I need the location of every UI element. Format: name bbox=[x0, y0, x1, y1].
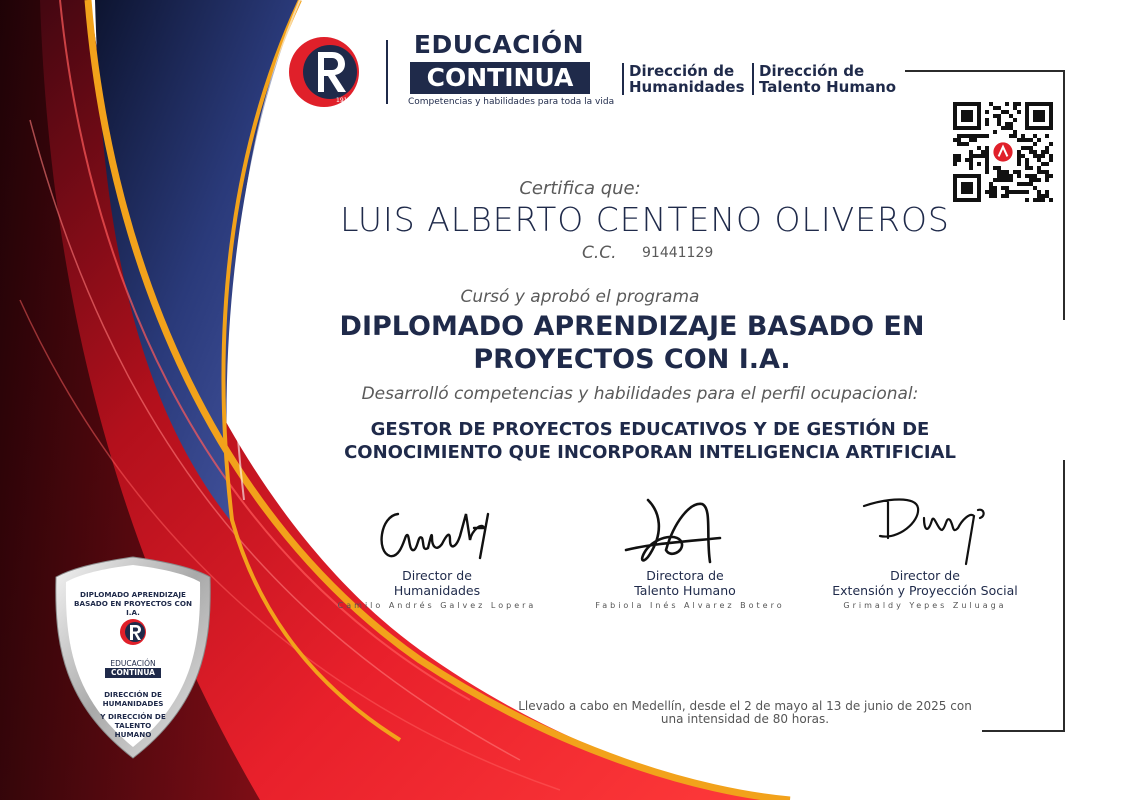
profile-line: CONOCIMIENTO QUE INCORPORAN INTELIGENCIA ARTIFICIAL bbox=[344, 442, 956, 463]
frame-bottom-line bbox=[982, 730, 1065, 732]
signature-2-icon bbox=[620, 492, 730, 577]
dir-line: Dirección de bbox=[629, 62, 735, 80]
badge-text bbox=[70, 590, 196, 739]
signature-1-icon bbox=[370, 500, 505, 570]
dir-line: Dirección de bbox=[759, 62, 865, 80]
frame-right-line-bottom bbox=[1063, 460, 1065, 732]
frame-right-line-top bbox=[1063, 70, 1065, 320]
badge-line: BASADO EN PROYECTOS CON I.A. bbox=[74, 599, 192, 617]
header-divider bbox=[386, 40, 388, 104]
role-line: Directora de bbox=[646, 568, 724, 583]
role-line: Extensión y Proyección Social bbox=[832, 583, 1018, 598]
program-title-line: DIPLOMADO APRENDIZAJE BASADO EN bbox=[339, 311, 925, 342]
qr-code-icon[interactable] bbox=[953, 102, 1053, 202]
signature-3-name: Grimaldy Yepes Zuluaga bbox=[843, 601, 1007, 610]
footer-note bbox=[510, 700, 980, 726]
signature-2-role bbox=[565, 568, 805, 598]
university-logo-icon bbox=[288, 36, 360, 108]
footer-line: una intensidad de 80 horas. bbox=[660, 712, 830, 726]
program-title-line: PROYECTOS CON I.A. bbox=[473, 344, 791, 375]
course-label: Cursó y aprobó el programa bbox=[460, 287, 700, 307]
signature-3-icon bbox=[858, 490, 998, 570]
skills-label: Desarrolló competencias y habilidades para el perfil ocupacional: bbox=[361, 384, 919, 404]
footer-line: Llevado a cabo en Medellín, desde el 2 de mayo al 13 de junio de 2025 con bbox=[518, 699, 972, 713]
program-title bbox=[262, 310, 1002, 376]
badge-brand-box: CONTINUA bbox=[105, 668, 161, 678]
signature-1-role bbox=[317, 568, 557, 598]
profile-line: GESTOR DE PROYECTOS EDUCATIVOS Y DE GESTIÓN DE bbox=[370, 419, 930, 440]
badge-line: HUMANIDADES bbox=[102, 699, 164, 708]
role-line: Talento Humano bbox=[634, 583, 736, 598]
role-line: Humanidades bbox=[393, 583, 481, 598]
header-direction-talento bbox=[752, 63, 896, 95]
role-line: Director de bbox=[402, 568, 472, 583]
badge-line: HUMANO bbox=[114, 730, 152, 739]
id-label: C.C. bbox=[582, 243, 617, 263]
signature-1-name: Camilo Andrés Galvez Lopera bbox=[337, 601, 537, 610]
brand-box: CONTINUA bbox=[410, 62, 590, 94]
id-number: 91441129 bbox=[642, 245, 714, 261]
badge-line: DIRECCIÓN DE bbox=[104, 690, 162, 699]
header-direction-humanidades bbox=[622, 63, 745, 95]
frame-top-line bbox=[905, 70, 1065, 72]
brand-title: EDUCACIÓN bbox=[413, 30, 585, 59]
badge-line: Y DIRECCIÓN DE bbox=[100, 712, 166, 721]
recipient-name: LUIS ALBERTO CENTENO OLIVEROS bbox=[340, 200, 950, 239]
signature-3-role bbox=[805, 568, 1045, 598]
badge-line: TALENTO bbox=[114, 721, 152, 730]
dir-line: Humanidades bbox=[629, 78, 745, 96]
role-line: Director de bbox=[890, 568, 960, 583]
dir-line: Talento Humano bbox=[759, 78, 897, 96]
signature-2-name: Fabiola Inés Alvarez Botero bbox=[595, 601, 785, 610]
occupational-profile bbox=[260, 418, 1040, 464]
brand-tagline: Competencias y habilidades para toda la vida bbox=[408, 97, 615, 107]
logo-year: 1915 bbox=[336, 97, 352, 104]
badge-line: DIPLOMADO APRENDIZAJE bbox=[80, 590, 186, 599]
certifies-label: Certifica que: bbox=[519, 178, 641, 199]
badge-brand-top: EDUCACIÓN bbox=[110, 659, 156, 668]
